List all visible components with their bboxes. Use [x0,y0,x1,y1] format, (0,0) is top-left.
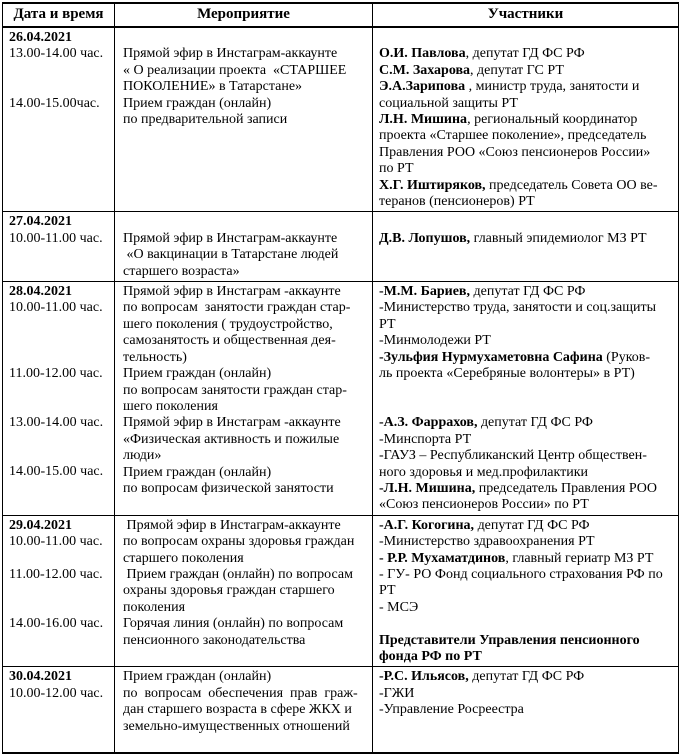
text-line: теранов (пенсионеров) РТ [379,194,535,210]
text-line [123,735,369,751]
text-line: -Министерство труда, занятости и соц.защиты [379,300,657,316]
text-line: -Управление Росреестра [379,702,524,718]
text-line [123,161,369,177]
text-line [379,399,675,415]
text-line: -Министерство здравоохранения РТ [379,534,595,550]
participants-cell [373,212,678,281]
bold-text: Э.А.Зарипова [379,79,466,95]
text-line [9,112,111,128]
text-line [9,350,111,366]
text-line: О.И. Павлова, депутат ГД ФС РФ [379,46,585,62]
text-line [123,497,369,513]
text-line [123,30,369,46]
text-line [379,633,675,649]
text-line: 13.00-14.00 час. [9,46,104,62]
date-cell [3,282,115,515]
date-cell [3,667,115,752]
text-line: самозанятость и общественная дея- [123,333,336,349]
text-line [379,616,675,632]
text-line: по вопросам занятости граждан стар- [123,382,347,398]
text-line: РТ [379,583,396,599]
bold-text: -Л.Н. Мишина, [379,480,476,496]
text-line: ПОКОЛЕНИЕ» в Татарстане» [123,79,303,95]
text-line: 13.00-14.00 час. [9,415,104,431]
event-cell [115,28,373,211]
text-line: Прием граждан (онлайн) по вопросам [123,566,353,582]
text-line: Э.А.Зарипова , министр труда, занятости и [379,79,640,95]
text-line [9,79,111,95]
bold-text: 30.04.2021 [9,669,72,685]
text-line [9,735,111,751]
column-header-participants: Участники [487,6,564,22]
bold-text: 27.04.2021 [9,214,72,230]
text-line: 10.00-11.00 час. [9,534,103,550]
text-line: Прием граждан (онлайн) [123,464,272,480]
date-cell [3,516,115,667]
text-line: - МСЭ [379,599,419,615]
text-line [9,284,111,300]
text-line: Прием граждан (онлайн) [123,366,272,382]
text-line [9,63,111,79]
bold-text: - Р.Р. Мухаматдинов [379,550,506,566]
text-line: 11.00-12.00 час. [9,366,103,382]
table-row [3,667,678,752]
text-line [379,735,675,751]
text-line [9,702,111,718]
schedule-table [2,2,679,754]
text-line: -Минспорта РТ [379,431,472,447]
table-row [3,516,678,668]
bold-text: С.М. Захарова [379,62,471,78]
text-line: люди» [123,448,162,464]
text-line: 14.00-16.00 час. [9,616,104,632]
text-line [9,583,111,599]
participants-cell [373,28,678,211]
text-line [9,633,111,649]
text-line: шего поколения [123,398,218,414]
text-line [9,497,111,513]
text-line: ного здоровья и мед.профилактики [379,464,589,480]
date-cell [3,212,115,281]
text-line: Прямой эфир в Инстаграм-аккаунте [123,230,338,246]
text-line [9,178,111,194]
text-line [9,161,111,177]
text-line [123,145,369,161]
text-line [9,194,111,210]
date-cell [3,28,115,211]
table-row [3,28,678,212]
text-line [123,214,369,230]
text-line [9,128,111,144]
text-line [123,178,369,194]
text-line [123,128,369,144]
column-header-date: Дата и время [3,4,115,26]
bold-text: -А.З. Фаррахов, [379,415,478,431]
text-line: -Минмолодежи РТ [379,333,491,349]
bold-text: 28.04.2021 [9,284,72,300]
text-line: социальной защиты РТ [379,95,518,111]
text-line: поколения [123,599,186,615]
text-line: - Р.Р. Мухаматдинов, главный гериатр МЗ РТ [379,550,654,566]
text-line: охраны здоровья граждан старшего [123,583,335,599]
text-line [9,399,111,415]
text-line [9,317,111,333]
text-line: по вопросам охраны здоровья граждан [123,534,355,550]
bold-text: О.И. Павлова [379,46,466,62]
text-line: 14.00-15.00 час. [9,464,104,480]
table-header-row [3,4,678,28]
text-line [123,194,369,210]
column-header-event: Мероприятие [115,4,373,26]
text-line [9,719,111,735]
text-line [9,649,111,665]
text-line [9,247,111,263]
text-line: - ГУ- РО Фонд социального страхования РФ по [379,566,663,582]
text-line: Прямой эфир в Инстаграм-аккаунте [123,46,338,62]
text-line: 14.00-15.00час. [9,95,100,111]
event-cell [115,516,373,667]
text-line: 10.00-12.00 час. [9,685,104,701]
event-cell [115,667,373,752]
text-line [379,264,675,280]
bold-text: 26.04.2021 [9,30,72,45]
text-line: проекта «Старшее поколение», председатель [379,128,647,144]
text-line [9,448,111,464]
participants-cell [373,516,678,667]
text-line: -ГАУЗ – Республиканский Центр обществен- [379,448,647,464]
table-body [3,28,678,752]
text-line [9,264,111,280]
event-cell [115,282,373,515]
text-line: по вопросам обеспечения прав граж- [123,685,358,701]
bold-text: -Зульфия Нурмухаметовна Сафина [379,349,603,365]
bold-text: -А.Г. Когогина, [379,517,475,533]
text-line: Х.Г. Иштиряков, председатель Совета ОО ве- [379,177,658,193]
text-line [9,669,111,685]
text-line [9,432,111,448]
text-line: Правления РОО «Союз пенсионеров России» [379,144,651,160]
text-line: ль проекта «Серебряные волонтеры» в РТ) [379,366,635,382]
text-line: 10.00-11.00 час. [9,300,103,316]
text-line [9,30,111,46]
text-line [9,600,111,616]
event-cell [115,212,373,281]
participants-cell [373,282,678,515]
bold-text: Л.Н. Мишина [379,112,468,128]
text-line: Прием граждан (онлайн) [123,669,272,685]
text-line: -Зульфия Нурмухаметовна Сафина (Руков- [379,349,651,365]
text-line [9,481,111,497]
text-line: -ГЖИ [379,685,415,701]
text-line [9,214,111,230]
bold-text: Представители Управления пенсионного [379,632,640,648]
text-line: шего поколения ( трудоустройство, [123,316,333,332]
text-line: старшего возраста» [123,263,240,279]
text-line [9,333,111,349]
text-line [9,145,111,161]
text-line: 11.00-12.00 час. [9,566,103,582]
text-line: « О реализации проекта «СТАРШЕЕ [123,62,347,78]
text-line [379,649,675,665]
text-line: земельно-имущественных отношений [123,718,350,734]
bold-text: Д.В. Лопушов, [379,230,471,246]
text-line [379,214,675,230]
text-line: старшего поколения [123,550,244,566]
text-line [379,383,675,399]
text-line: -Р.С. Ильясов, депутат ГД ФС РФ [379,669,585,685]
text-line [9,518,111,534]
text-line: Прямой эфир в Инстаграм -аккаунте [123,284,341,300]
bold-text: Х.Г. Иштиряков, [379,177,486,193]
text-line: тельность) [123,349,187,365]
text-line [9,551,111,567]
text-line: Прямой эфир в Инстаграм -аккаунте [123,415,341,431]
text-line: Д.В. Лопушов, главный эпидемиолог МЗ РТ [379,230,647,246]
text-line: по РТ [379,161,414,177]
text-line: Л.Н. Мишина, региональный координатор [379,112,638,128]
text-line [379,719,675,735]
text-line: Горячая линия (онлайн) по вопросам [123,616,344,632]
text-line: -А.З. Фаррахов, депутат ГД ФС РФ [379,415,593,431]
bold-text: -Р.С. Ильясов, [379,669,469,685]
text-line: -М.М. Бариев, депутат ГД ФС РФ [379,284,586,300]
text-line: «Союз пенсионеров России» по РТ [379,497,589,513]
text-line: Прямой эфир в Инстаграм-аккаунте [123,517,341,533]
text-line: -Л.Н. Мишина, председатель Правления РОО [379,480,658,496]
text-line: по вопросам занятости граждан стар- [123,300,351,316]
text-line: «О вакцинации в Татарстане людей [123,247,339,263]
participants-cell [373,667,678,752]
bold-text: -М.М. Бариев, [379,284,470,300]
table-row [3,282,678,516]
text-line: РТ [379,316,396,332]
text-line: дан старшего возраста в сфере ЖКХ и [123,702,352,718]
text-line [379,247,675,263]
text-line [123,649,369,665]
text-line: 10.00-11.00 час. [9,230,103,246]
bold-text: фонда РФ по РТ [379,648,482,664]
text-line: «Физическая активность и пожилые [123,431,340,447]
table-row [3,212,678,282]
text-line: по вопросам физической занятости [123,480,334,496]
text-line [379,30,675,46]
text-line [9,382,111,398]
text-line: по предварительной записи [123,112,288,128]
text-line: пенсионного законодательства [123,632,306,648]
text-line: Прием граждан (онлайн) [123,95,272,111]
text-line: -А.Г. Когогина, депутат ГД ФС РФ [379,517,590,533]
bold-text: 29.04.2021 [9,517,72,533]
text-line: С.М. Захарова, депутат ГС РТ [379,62,564,78]
